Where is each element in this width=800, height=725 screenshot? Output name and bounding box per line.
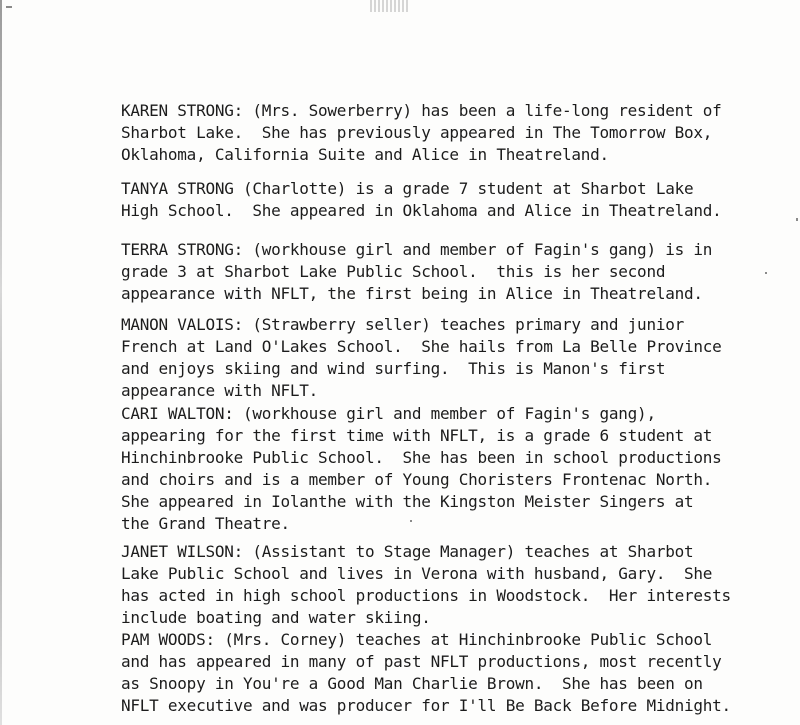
scan-edge-shadow: [0, 0, 2, 725]
bio-line: TANYA STRONG (Charlotte) is a grade 7 student at Sharbot Lake: [121, 179, 694, 198]
bio-line: CARI WALTON: (workhouse girl and member of Fagin's gang),: [121, 404, 656, 423]
bio-line: as Snoopy in You're a Good Man Charlie Brown. She has been on: [121, 674, 703, 693]
scan-top-mark: [370, 0, 410, 12]
scan-speck: [6, 6, 12, 8]
bio-line: High School. She appeared in Oklahoma and Alice in Theatreland.: [121, 201, 722, 220]
bio-janet-wilson: [121, 541, 800, 629]
bio-line: French at Land O'Lakes School. She hails from La Belle Province: [121, 337, 722, 356]
bio-line: and choirs and is a member of Young Choristers Frontenac North.: [121, 470, 713, 489]
bio-line: PAM WOODS: (Mrs. Corney) teaches at Hinchinbrooke Public School: [121, 630, 713, 649]
bio-karen-strong: [121, 100, 800, 166]
bio-terra-strong: [121, 239, 800, 305]
bio-line: has acted in high school productions in Woodstock. Her interests: [121, 586, 731, 605]
bio-line: appearance with NFLT.: [121, 381, 319, 400]
bio-cari-walton: [121, 403, 800, 535]
bio-line: and has appeared in many of past NFLT productions, most recently: [121, 652, 722, 671]
bio-line: and enjoys skiing and wind surfing. This is Manon's first: [121, 359, 666, 378]
bio-line: NFLT executive and was producer for I'll Be Back Before Midnight.: [121, 696, 731, 715]
bio-line: KAREN STRONG: (Mrs. Sowerberry) has been a life-long resident of: [121, 101, 722, 120]
bio-line: appearing for the first time with NFLT, is a grade 6 student at: [121, 426, 713, 445]
bio-manon-valois: [121, 314, 800, 402]
bio-line: Oklahoma, California Suite and Alice in Theatreland.: [121, 145, 609, 164]
bio-line: appearance with NFLT, the first being in Alice in Theatreland.: [121, 284, 703, 303]
bio-line: JANET WILSON: (Assistant to Stage Manager) teaches at Sharbot: [121, 542, 694, 561]
bio-line: the Grand Theatre.: [121, 514, 290, 533]
bio-line: Sharbot Lake. She has previously appeared in The Tomorrow Box,: [121, 123, 713, 142]
bio-line: include boating and water skiing.: [121, 608, 431, 627]
bio-line: She appeared in Iolanthe with the Kingston Meister Singers at: [121, 492, 694, 511]
bio-pam-woods: [121, 629, 800, 717]
bio-line: MANON VALOIS: (Strawberry seller) teaches primary and junior: [121, 315, 684, 334]
bio-line: Lake Public School and lives in Verona with husband, Gary. She: [121, 564, 713, 583]
bio-tanya-strong: [121, 178, 800, 222]
bio-line: TERRA STRONG: (workhouse girl and member of Fagin's gang) is in: [121, 240, 713, 259]
bio-line: grade 3 at Sharbot Lake Public School. this is her second: [121, 262, 666, 281]
bio-line: Hinchinbrooke Public School. She has been in school productions: [121, 448, 722, 467]
